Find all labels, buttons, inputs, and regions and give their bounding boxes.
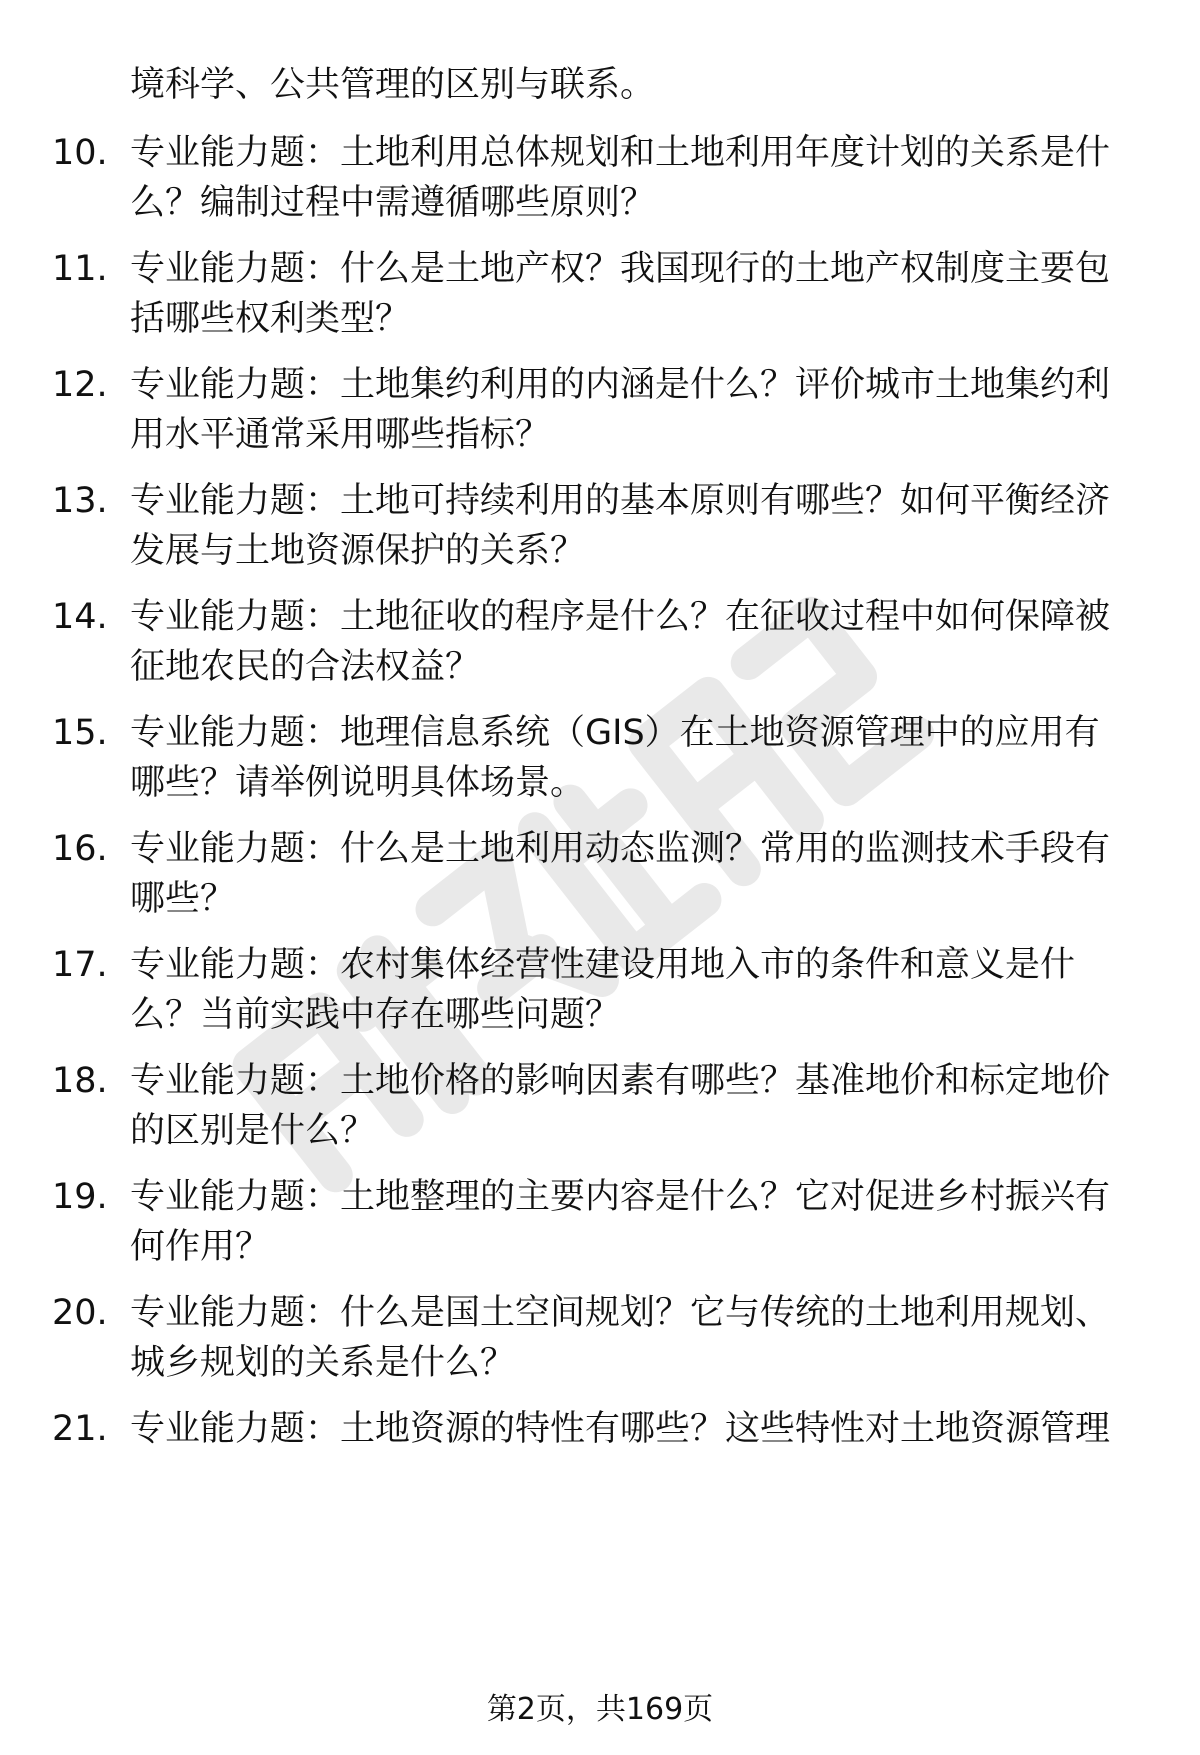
question-text	[130, 824, 1140, 924]
question-number: 14.	[52, 597, 108, 637]
question-line: 哪些？	[130, 879, 236, 919]
question-line: 专业能力题：土地利用总体规划和土地利用年度计划的关系是什	[130, 133, 1111, 173]
question-number: 13.	[52, 481, 108, 521]
question-line: 专业能力题：土地集约利用的内涵是什么？评价城市土地集约利	[130, 365, 1111, 405]
question-number: 17.	[52, 945, 108, 985]
question-line: 专业能力题：土地可持续利用的基本原则有哪些？如何平衡经济	[130, 481, 1111, 521]
question-line: 专业能力题：地理信息系统（GIS）在土地资源管理中的应用有	[130, 713, 1100, 753]
question-line: 哪些？请举例说明具体场景。	[130, 763, 586, 803]
question-line: 专业能力题：什么是土地利用动态监测？常用的监测技术手段有	[130, 829, 1111, 869]
question-text	[130, 940, 1140, 1040]
question-text	[130, 592, 1140, 692]
question-number: 11.	[52, 249, 108, 289]
question-line: 专业能力题：农村集体经营性建设用地入市的条件和意义是什	[130, 945, 1076, 985]
question-line: 专业能力题：土地整理的主要内容是什么？它对促进乡村振兴有	[130, 1177, 1111, 1217]
question-text	[130, 1172, 1140, 1272]
question-line: 专业能力题：什么是国土空间规划？它与传统的土地利用规划、	[130, 1293, 1111, 1333]
question-line: 专业能力题：什么是土地产权？我国现行的土地产权制度主要包	[130, 249, 1111, 289]
question-number: 20.	[52, 1293, 108, 1333]
question-line: 城乡规划的关系是什么？	[130, 1343, 516, 1383]
question-line: 的区别是什么？	[130, 1111, 376, 1151]
question-number: 18.	[52, 1061, 108, 1101]
question-number: 19.	[52, 1177, 108, 1217]
question-number: 10.	[52, 133, 108, 173]
question-text	[130, 1404, 1140, 1454]
question-line: 发展与土地资源保护的关系？	[130, 531, 586, 571]
question-number: 15.	[52, 713, 108, 753]
question-number: 12.	[52, 365, 108, 405]
question-text	[130, 708, 1140, 808]
question-text	[130, 128, 1140, 228]
continuation-text: 境科学、公共管理的区别与联系。	[130, 65, 656, 105]
question-line: 专业能力题：土地征收的程序是什么？在征收过程中如何保障被	[130, 597, 1111, 637]
question-number: 16.	[52, 829, 108, 869]
question-text	[130, 1288, 1140, 1388]
page-footer: 第2页，共169页	[486, 1692, 714, 1727]
question-line: 用水平通常采用哪些指标？	[130, 415, 551, 455]
question-line: 括哪些权利类型？	[130, 299, 411, 339]
question-line: 么？当前实践中存在哪些问题？	[130, 995, 621, 1035]
question-text	[130, 360, 1140, 460]
question-text	[130, 1056, 1140, 1156]
question-text	[130, 476, 1140, 576]
question-line: 么？编制过程中需遵循哪些原则？	[130, 183, 656, 223]
question-number: 21.	[52, 1409, 108, 1449]
question-line: 专业能力题：土地资源的特性有哪些？这些特性对土地资源管理	[130, 1409, 1111, 1449]
question-line: 何作用？	[130, 1227, 271, 1267]
question-line: 专业能力题：土地价格的影响因素有哪些？基准地价和标定地价	[130, 1061, 1111, 1101]
question-line: 征地农民的合法权益？	[130, 647, 481, 687]
question-text	[130, 244, 1140, 344]
